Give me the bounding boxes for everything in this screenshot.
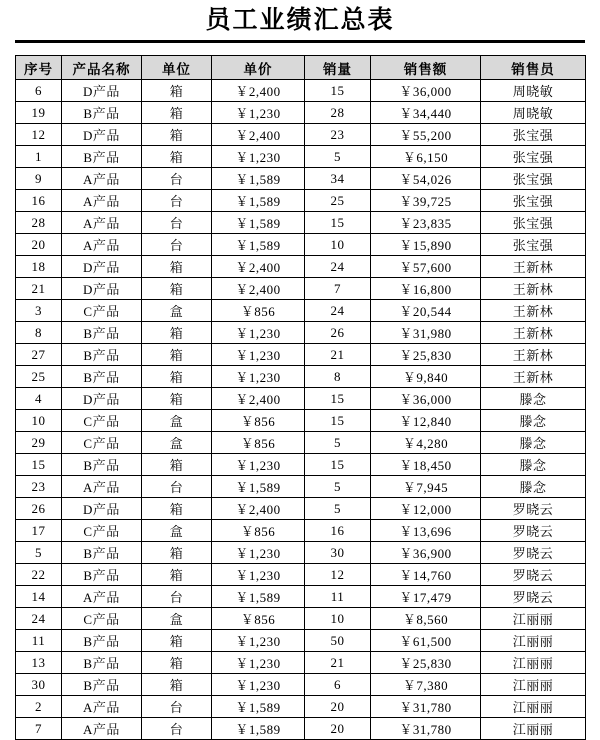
- cell-amount: ￥20,544: [371, 300, 481, 322]
- cell-salesperson: 周晓敏: [481, 102, 586, 124]
- cell-amount: ￥61,500: [371, 630, 481, 652]
- cell-unit: 箱: [142, 80, 212, 102]
- cell-quantity: 20: [305, 718, 371, 740]
- cell-salesperson: 张宝强: [481, 212, 586, 234]
- cell-price: ￥856: [212, 520, 305, 542]
- cell-index: 29: [16, 432, 62, 454]
- cell-unit: 箱: [142, 652, 212, 674]
- cell-salesperson: 张宝强: [481, 234, 586, 256]
- cell-salesperson: 滕念: [481, 476, 586, 498]
- cell-amount: ￥36,000: [371, 388, 481, 410]
- cell-amount: ￥7,945: [371, 476, 481, 498]
- table-row: [16, 168, 586, 190]
- cell-quantity: 10: [305, 234, 371, 256]
- cell-unit: 箱: [142, 498, 212, 520]
- cell-index: 26: [16, 498, 62, 520]
- cell-index: 22: [16, 564, 62, 586]
- table-row: [16, 146, 586, 168]
- column-header-quantity: 销量: [305, 56, 371, 80]
- performance-table: [15, 55, 586, 740]
- cell-quantity: 50: [305, 630, 371, 652]
- cell-product: B产品: [62, 146, 142, 168]
- title-divider: [15, 40, 585, 43]
- cell-price: ￥856: [212, 432, 305, 454]
- cell-quantity: 21: [305, 344, 371, 366]
- cell-quantity: 21: [305, 652, 371, 674]
- cell-price: ￥1,589: [212, 168, 305, 190]
- cell-unit: 台: [142, 476, 212, 498]
- cell-salesperson: 张宝强: [481, 124, 586, 146]
- cell-price: ￥1,230: [212, 366, 305, 388]
- cell-amount: ￥15,890: [371, 234, 481, 256]
- cell-price: ￥856: [212, 608, 305, 630]
- cell-quantity: 10: [305, 608, 371, 630]
- table-row: [16, 388, 586, 410]
- cell-product: A产品: [62, 476, 142, 498]
- cell-unit: 箱: [142, 344, 212, 366]
- cell-salesperson: 滕念: [481, 410, 586, 432]
- cell-product: C产品: [62, 520, 142, 542]
- cell-quantity: 34: [305, 168, 371, 190]
- cell-price: ￥2,400: [212, 388, 305, 410]
- cell-unit: 盒: [142, 520, 212, 542]
- cell-price: ￥2,400: [212, 256, 305, 278]
- cell-salesperson: 王新林: [481, 344, 586, 366]
- cell-product: A产品: [62, 212, 142, 234]
- cell-amount: ￥25,830: [371, 652, 481, 674]
- cell-unit: 箱: [142, 146, 212, 168]
- cell-price: ￥1,230: [212, 674, 305, 696]
- cell-product: D产品: [62, 124, 142, 146]
- cell-index: 25: [16, 366, 62, 388]
- cell-index: 30: [16, 674, 62, 696]
- cell-index: 17: [16, 520, 62, 542]
- cell-price: ￥2,400: [212, 278, 305, 300]
- table-row: [16, 498, 586, 520]
- cell-index: 3: [16, 300, 62, 322]
- cell-index: 18: [16, 256, 62, 278]
- cell-quantity: 15: [305, 454, 371, 476]
- table-row: [16, 718, 586, 740]
- table-row: [16, 454, 586, 476]
- column-header-salesperson: 销售员: [481, 56, 586, 80]
- cell-salesperson: 罗晓云: [481, 498, 586, 520]
- cell-product: C产品: [62, 410, 142, 432]
- cell-amount: ￥36,900: [371, 542, 481, 564]
- cell-index: 4: [16, 388, 62, 410]
- table-body: [16, 80, 586, 740]
- cell-unit: 箱: [142, 674, 212, 696]
- cell-salesperson: 罗晓云: [481, 564, 586, 586]
- cell-index: 2: [16, 696, 62, 718]
- cell-quantity: 26: [305, 322, 371, 344]
- cell-index: 15: [16, 454, 62, 476]
- cell-price: ￥1,230: [212, 454, 305, 476]
- cell-quantity: 5: [305, 146, 371, 168]
- cell-product: A产品: [62, 696, 142, 718]
- cell-salesperson: 江丽丽: [481, 718, 586, 740]
- table-row: [16, 542, 586, 564]
- cell-salesperson: 江丽丽: [481, 608, 586, 630]
- table-row: [16, 432, 586, 454]
- cell-product: B产品: [62, 102, 142, 124]
- cell-salesperson: 罗晓云: [481, 520, 586, 542]
- cell-index: 20: [16, 234, 62, 256]
- cell-salesperson: 王新林: [481, 278, 586, 300]
- table-row: [16, 212, 586, 234]
- cell-price: ￥1,589: [212, 586, 305, 608]
- cell-product: D产品: [62, 388, 142, 410]
- cell-salesperson: 王新林: [481, 256, 586, 278]
- cell-unit: 台: [142, 212, 212, 234]
- cell-salesperson: 滕念: [481, 454, 586, 476]
- cell-quantity: 5: [305, 432, 371, 454]
- cell-unit: 台: [142, 234, 212, 256]
- table-row: [16, 410, 586, 432]
- cell-index: 24: [16, 608, 62, 630]
- table-row: [16, 608, 586, 630]
- cell-price: ￥1,230: [212, 564, 305, 586]
- table-row: [16, 344, 586, 366]
- cell-quantity: 23: [305, 124, 371, 146]
- cell-unit: 箱: [142, 630, 212, 652]
- table-row: [16, 520, 586, 542]
- cell-amount: ￥57,600: [371, 256, 481, 278]
- column-header-product: 产品名称: [62, 56, 142, 80]
- cell-price: ￥1,230: [212, 630, 305, 652]
- cell-price: ￥1,230: [212, 542, 305, 564]
- cell-salesperson: 罗晓云: [481, 586, 586, 608]
- cell-amount: ￥16,800: [371, 278, 481, 300]
- cell-product: B产品: [62, 652, 142, 674]
- cell-unit: 台: [142, 190, 212, 212]
- table-row: [16, 278, 586, 300]
- cell-quantity: 6: [305, 674, 371, 696]
- cell-unit: 台: [142, 168, 212, 190]
- cell-amount: ￥54,026: [371, 168, 481, 190]
- cell-index: 9: [16, 168, 62, 190]
- cell-product: D产品: [62, 498, 142, 520]
- cell-product: B产品: [62, 454, 142, 476]
- cell-amount: ￥36,000: [371, 80, 481, 102]
- cell-price: ￥1,589: [212, 212, 305, 234]
- table-row: [16, 564, 586, 586]
- cell-unit: 盒: [142, 608, 212, 630]
- cell-amount: ￥12,840: [371, 410, 481, 432]
- cell-product: C产品: [62, 300, 142, 322]
- cell-salesperson: 罗晓云: [481, 542, 586, 564]
- performance-table-wrapper: [15, 55, 585, 740]
- cell-index: 7: [16, 718, 62, 740]
- cell-unit: 箱: [142, 256, 212, 278]
- cell-price: ￥1,230: [212, 652, 305, 674]
- cell-price: ￥1,230: [212, 146, 305, 168]
- cell-amount: ￥18,450: [371, 454, 481, 476]
- cell-index: 8: [16, 322, 62, 344]
- cell-quantity: 7: [305, 278, 371, 300]
- cell-price: ￥1,589: [212, 234, 305, 256]
- cell-quantity: 8: [305, 366, 371, 388]
- cell-unit: 箱: [142, 564, 212, 586]
- cell-salesperson: 王新林: [481, 366, 586, 388]
- cell-salesperson: 张宝强: [481, 190, 586, 212]
- cell-product: D产品: [62, 256, 142, 278]
- cell-unit: 盒: [142, 300, 212, 322]
- cell-salesperson: 江丽丽: [481, 652, 586, 674]
- cell-salesperson: 王新林: [481, 322, 586, 344]
- cell-index: 12: [16, 124, 62, 146]
- cell-amount: ￥23,835: [371, 212, 481, 234]
- table-header: [16, 56, 586, 80]
- cell-price: ￥1,589: [212, 718, 305, 740]
- cell-price: ￥1,589: [212, 696, 305, 718]
- cell-unit: 箱: [142, 388, 212, 410]
- cell-index: 16: [16, 190, 62, 212]
- cell-quantity: 11: [305, 586, 371, 608]
- cell-index: 27: [16, 344, 62, 366]
- column-header-unit: 单位: [142, 56, 212, 80]
- cell-quantity: 30: [305, 542, 371, 564]
- column-header-price: 单价: [212, 56, 305, 80]
- cell-product: B产品: [62, 542, 142, 564]
- cell-amount: ￥4,280: [371, 432, 481, 454]
- cell-price: ￥856: [212, 300, 305, 322]
- table-row: [16, 124, 586, 146]
- cell-unit: 箱: [142, 102, 212, 124]
- cell-unit: 台: [142, 586, 212, 608]
- cell-price: ￥2,400: [212, 124, 305, 146]
- cell-product: B产品: [62, 322, 142, 344]
- cell-salesperson: 江丽丽: [481, 696, 586, 718]
- cell-amount: ￥17,479: [371, 586, 481, 608]
- cell-product: D产品: [62, 80, 142, 102]
- table-row: [16, 586, 586, 608]
- cell-salesperson: 江丽丽: [481, 674, 586, 696]
- cell-amount: ￥31,780: [371, 696, 481, 718]
- table-row: [16, 80, 586, 102]
- table-row: [16, 190, 586, 212]
- table-row: [16, 674, 586, 696]
- cell-amount: ￥6,150: [371, 146, 481, 168]
- cell-index: 6: [16, 80, 62, 102]
- cell-price: ￥1,230: [212, 102, 305, 124]
- cell-amount: ￥13,696: [371, 520, 481, 542]
- cell-unit: 台: [142, 718, 212, 740]
- cell-unit: 盒: [142, 432, 212, 454]
- cell-index: 5: [16, 542, 62, 564]
- cell-quantity: 5: [305, 476, 371, 498]
- cell-salesperson: 王新林: [481, 300, 586, 322]
- cell-index: 1: [16, 146, 62, 168]
- table-row: [16, 256, 586, 278]
- cell-unit: 台: [142, 696, 212, 718]
- cell-unit: 箱: [142, 124, 212, 146]
- cell-price: ￥1,589: [212, 476, 305, 498]
- cell-unit: 箱: [142, 366, 212, 388]
- cell-amount: ￥14,760: [371, 564, 481, 586]
- cell-product: A产品: [62, 168, 142, 190]
- cell-quantity: 12: [305, 564, 371, 586]
- table-row: [16, 102, 586, 124]
- cell-price: ￥856: [212, 410, 305, 432]
- page-title: 员工业绩汇总表: [205, 7, 395, 34]
- cell-product: B产品: [62, 344, 142, 366]
- table-row: [16, 696, 586, 718]
- cell-salesperson: 张宝强: [481, 168, 586, 190]
- cell-index: 14: [16, 586, 62, 608]
- cell-amount: ￥34,440: [371, 102, 481, 124]
- cell-salesperson: 江丽丽: [481, 630, 586, 652]
- cell-product: A产品: [62, 190, 142, 212]
- cell-index: 23: [16, 476, 62, 498]
- cell-index: 11: [16, 630, 62, 652]
- cell-amount: ￥9,840: [371, 366, 481, 388]
- cell-salesperson: 滕念: [481, 432, 586, 454]
- cell-amount: ￥8,560: [371, 608, 481, 630]
- cell-quantity: 15: [305, 410, 371, 432]
- cell-price: ￥1,230: [212, 322, 305, 344]
- cell-product: A产品: [62, 718, 142, 740]
- column-header-index: 序号: [16, 56, 62, 80]
- cell-product: A产品: [62, 586, 142, 608]
- cell-product: B产品: [62, 674, 142, 696]
- cell-quantity: 20: [305, 696, 371, 718]
- cell-product: A产品: [62, 234, 142, 256]
- table-row: [16, 234, 586, 256]
- cell-unit: 箱: [142, 278, 212, 300]
- cell-unit: 盒: [142, 410, 212, 432]
- cell-salesperson: 滕念: [481, 388, 586, 410]
- table-header-row: [16, 56, 586, 80]
- table-row: [16, 630, 586, 652]
- table-row: [16, 652, 586, 674]
- cell-price: ￥1,589: [212, 190, 305, 212]
- cell-quantity: 16: [305, 520, 371, 542]
- cell-quantity: 25: [305, 190, 371, 212]
- cell-price: ￥2,400: [212, 80, 305, 102]
- cell-amount: ￥39,725: [371, 190, 481, 212]
- column-header-amount: 销售额: [371, 56, 481, 80]
- cell-product: D产品: [62, 278, 142, 300]
- cell-index: 21: [16, 278, 62, 300]
- table-row: [16, 300, 586, 322]
- cell-quantity: 5: [305, 498, 371, 520]
- cell-amount: ￥31,780: [371, 718, 481, 740]
- cell-quantity: 24: [305, 300, 371, 322]
- cell-amount: ￥25,830: [371, 344, 481, 366]
- cell-quantity: 24: [305, 256, 371, 278]
- cell-product: B产品: [62, 366, 142, 388]
- cell-unit: 箱: [142, 454, 212, 476]
- cell-amount: ￥12,000: [371, 498, 481, 520]
- cell-product: C产品: [62, 608, 142, 630]
- cell-product: C产品: [62, 432, 142, 454]
- cell-quantity: 15: [305, 80, 371, 102]
- cell-price: ￥2,400: [212, 498, 305, 520]
- cell-index: 13: [16, 652, 62, 674]
- cell-index: 28: [16, 212, 62, 234]
- cell-product: B产品: [62, 630, 142, 652]
- cell-amount: ￥7,380: [371, 674, 481, 696]
- cell-index: 10: [16, 410, 62, 432]
- cell-unit: 箱: [142, 322, 212, 344]
- cell-amount: ￥55,200: [371, 124, 481, 146]
- cell-unit: 箱: [142, 542, 212, 564]
- cell-index: 19: [16, 102, 62, 124]
- cell-quantity: 28: [305, 102, 371, 124]
- cell-product: B产品: [62, 564, 142, 586]
- document-page: [0, 6, 600, 737]
- cell-quantity: 15: [305, 388, 371, 410]
- cell-salesperson: 张宝强: [481, 146, 586, 168]
- cell-amount: ￥31,980: [371, 322, 481, 344]
- table-row: [16, 322, 586, 344]
- cell-price: ￥1,230: [212, 344, 305, 366]
- table-row: [16, 476, 586, 498]
- cell-quantity: 15: [305, 212, 371, 234]
- table-row: [16, 366, 586, 388]
- cell-salesperson: 周晓敏: [481, 80, 586, 102]
